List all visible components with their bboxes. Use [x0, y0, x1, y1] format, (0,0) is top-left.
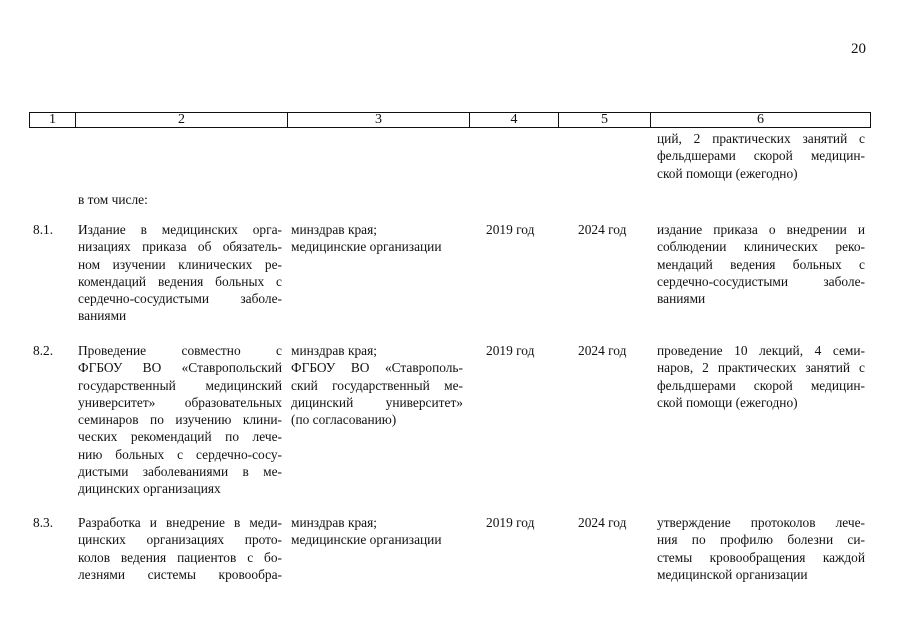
text-line: минздрав края;	[291, 515, 377, 530]
text-line: ФГБОУ ВО «Ставрополь-	[291, 360, 463, 376]
header-col-5: 5	[559, 113, 651, 127]
row-responsible	[291, 514, 463, 549]
text-line: (по согласованию)	[291, 412, 397, 428]
table-header-row	[29, 112, 871, 128]
text-line: медицинские организации	[291, 532, 442, 548]
text-line: мендаций ведения больных с	[657, 256, 865, 272]
row-result	[657, 514, 865, 583]
header-col-4: 4	[470, 113, 559, 127]
header-col-6: 6	[757, 112, 764, 127]
header-col-2: 2	[76, 113, 288, 127]
text-line: минздрав края;	[291, 343, 377, 358]
row-start-year: 2019 год	[486, 222, 535, 237]
header-col-3: 3	[288, 113, 470, 127]
text-line: лезнями системы кровообра-	[78, 566, 282, 582]
text-line: фельдшерами скорой медицин-	[657, 377, 865, 393]
text-line: низациях приказа об обязатель-	[78, 239, 282, 255]
row-activity	[78, 342, 282, 498]
text-line: университет» образовательных	[78, 394, 282, 410]
row-end-year: 2024 год	[578, 343, 627, 358]
row-responsible	[291, 221, 463, 256]
text-line: ской помощи (ежегодно)	[657, 394, 798, 410]
text-line: Издание в медицинских орга-	[78, 222, 282, 237]
text-line: ческих рекомендаций по лече-	[78, 429, 282, 445]
text-line: издание приказа о внедрении и	[657, 222, 865, 237]
text-line: ций, 2 практических занятий с	[657, 131, 865, 146]
row-number: 8.3.	[33, 515, 54, 530]
text-line: наров, 2 практических занятий с	[657, 360, 865, 376]
text-line: Проведение совместно с	[78, 343, 282, 358]
row-end-year: 2024 год	[578, 222, 627, 237]
row-number: 8.1.	[33, 222, 54, 237]
text-line: сердечно-сосудистыми заболе-	[78, 291, 282, 307]
row-start-year: 2019 год	[486, 343, 535, 358]
text-line: нию больных с сердечно-сосу-	[78, 446, 282, 462]
text-line: дистыми заболеваниями в ме-	[78, 464, 282, 480]
text-line: цинских организациях прото-	[78, 532, 282, 548]
text-line: медицинские организации	[291, 239, 442, 255]
row-start-year: 2019 год	[486, 515, 535, 530]
text-line: утверждение протоколов лече-	[657, 515, 865, 530]
text-line: соблюдении клинических реко-	[657, 239, 865, 255]
text-line: ский государственный ме-	[291, 377, 463, 393]
text-line: дицинский университет»	[291, 394, 463, 410]
page-number: 20	[851, 41, 866, 57]
text-line: проведение 10 лекций, 4 семи-	[657, 343, 865, 358]
text-line: стемы кровообращения каждой	[657, 549, 865, 565]
text-line: дицинских организациях	[78, 481, 221, 497]
text-line: фельдшерами скорой медицин-	[657, 148, 865, 164]
text-line: семинаров по изучению клини-	[78, 412, 282, 428]
row-number: 8.2.	[33, 343, 54, 358]
row-responsible	[291, 342, 463, 428]
text-line: колов ведения пациентов с бо-	[78, 549, 282, 565]
text-line: комендаций ведения больных с	[78, 273, 282, 289]
text-line: медицинской организации	[657, 566, 808, 582]
text-line: ния по профилю болезни си-	[657, 532, 865, 548]
header-col-1: 1	[30, 113, 76, 127]
continuation-col6	[657, 130, 865, 182]
text-line: минздрав края;	[291, 222, 377, 237]
row-result	[657, 221, 865, 307]
row-result	[657, 342, 865, 411]
text-line: ваниями	[657, 291, 706, 307]
text-line: ваниями	[78, 308, 127, 324]
text-line: ном изучении клинических ре-	[78, 256, 282, 272]
row-end-year: 2024 год	[578, 515, 627, 530]
including-label: в том числе:	[78, 192, 148, 207]
row-activity	[78, 514, 282, 583]
text-line: ФГБОУ ВО «Ставропольский	[78, 360, 282, 376]
text-line: Разработка и внедрение в меди-	[78, 515, 282, 530]
row-activity	[78, 221, 282, 325]
text-line: ской помощи (ежегодно)	[657, 165, 798, 181]
text-line: сердечно-сосудистыми заболе-	[657, 273, 865, 289]
text-line: государственный медицинский	[78, 377, 282, 393]
